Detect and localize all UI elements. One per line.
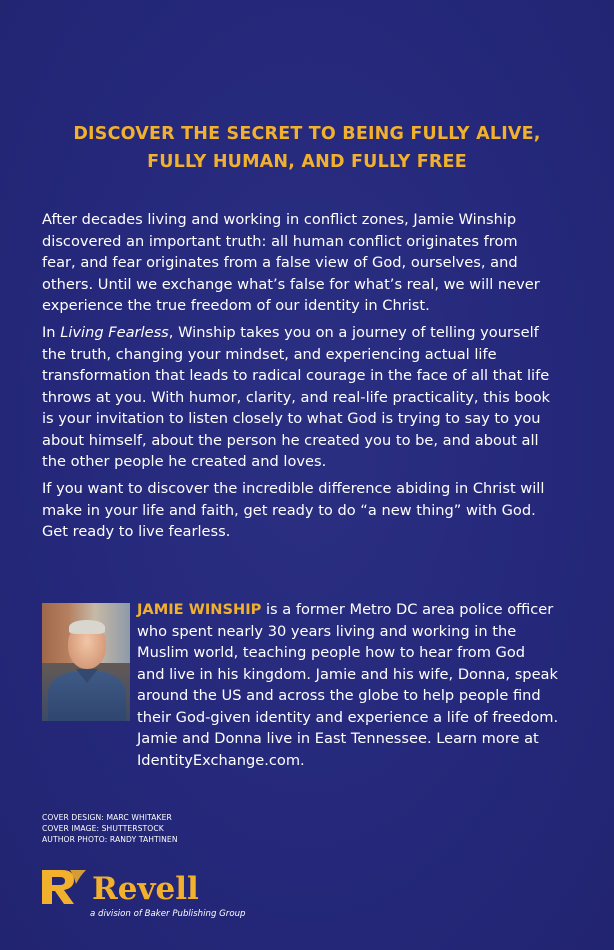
credit-line: COVER DESIGN: MARC WHITAKER xyxy=(42,813,172,822)
text-line: After decades living and working in conflict zones, Jamie Winship xyxy=(42,211,517,228)
description-paragraph-2 xyxy=(42,322,602,473)
text-line: around the US and across the globe to help people find xyxy=(137,687,541,704)
text-line: and live in his kingdom. Jamie and his wife, Donna, speak xyxy=(137,665,558,683)
headline-line-1: DISCOVER THE SECRET TO BEING FULLY ALIVE, xyxy=(73,124,541,144)
publisher-name: Revell xyxy=(92,871,199,907)
headline-line-2: FULLY HUMAN, AND FULLY FREE xyxy=(147,152,467,172)
publisher-logo xyxy=(40,866,290,926)
text-line: transformation that leads to radical courage in the face of all that life xyxy=(42,367,550,384)
author-photo xyxy=(42,603,130,721)
photo-hair xyxy=(69,620,105,634)
credit-line: COVER IMAGE: SHUTTERSTOCK xyxy=(42,824,164,833)
cover-credits xyxy=(42,812,178,845)
text-prefix: In xyxy=(42,324,61,341)
text-line: fear, and fear originates from a false view of God, ourselves, and xyxy=(42,254,518,271)
text-line: If you want to discover the incredible difference abiding in Christ will xyxy=(42,480,545,497)
publisher-division: a division of Baker Publishing Group xyxy=(90,909,246,919)
text-line: experience the true freedom of our identity in Christ. xyxy=(42,297,430,314)
description-paragraph-1 xyxy=(42,209,602,317)
text-line: make in your life and faith, get ready to do “a new thing” with God. xyxy=(42,501,536,519)
text-rest: , Winship takes you on a journey of telling yourself xyxy=(168,324,539,341)
credit-line: AUTHOR PHOTO: RANDY TAHTINEN xyxy=(42,835,178,844)
text-line: Get ready to live fearless. xyxy=(42,523,231,540)
text-line xyxy=(137,599,607,621)
text-line: throws at you. With humor, clarity, and real-life practicality, this book xyxy=(42,388,551,406)
author-bio xyxy=(137,599,607,771)
text-line: the other people he created and loves. xyxy=(42,453,327,470)
description-paragraph-3 xyxy=(42,478,602,543)
text-line: about himself, about the person he created you to be, and about all xyxy=(42,431,539,449)
text-line: is your invitation to listen closely to what God is trying to say to you xyxy=(42,410,541,427)
text-line: Jamie and Donna live in East Tennessee. Learn more at xyxy=(137,730,539,747)
text-line xyxy=(42,322,602,344)
text-line: IdentityExchange.com. xyxy=(137,751,305,769)
text-line: who spent nearly 30 years living and working in the xyxy=(137,622,517,640)
text-line: others. Until we exchange what’s false for what’s real, we will never xyxy=(42,275,540,293)
headline xyxy=(0,120,614,176)
book-title: Living Fearless xyxy=(60,324,169,341)
text-line: discovered an important truth: all human conflict originates from xyxy=(42,232,518,250)
revell-r-icon xyxy=(40,866,90,908)
author-name: JAMIE WINSHIP xyxy=(137,601,262,618)
text-line: their God-given identity and experience a life of freedom. xyxy=(137,708,559,726)
text-rest: is a former Metro DC area police officer xyxy=(261,601,554,618)
text-line: the truth, changing your mindset, and experiencing actual life xyxy=(42,345,497,363)
text-line: Muslim world, teaching people how to hear from God xyxy=(137,644,526,661)
